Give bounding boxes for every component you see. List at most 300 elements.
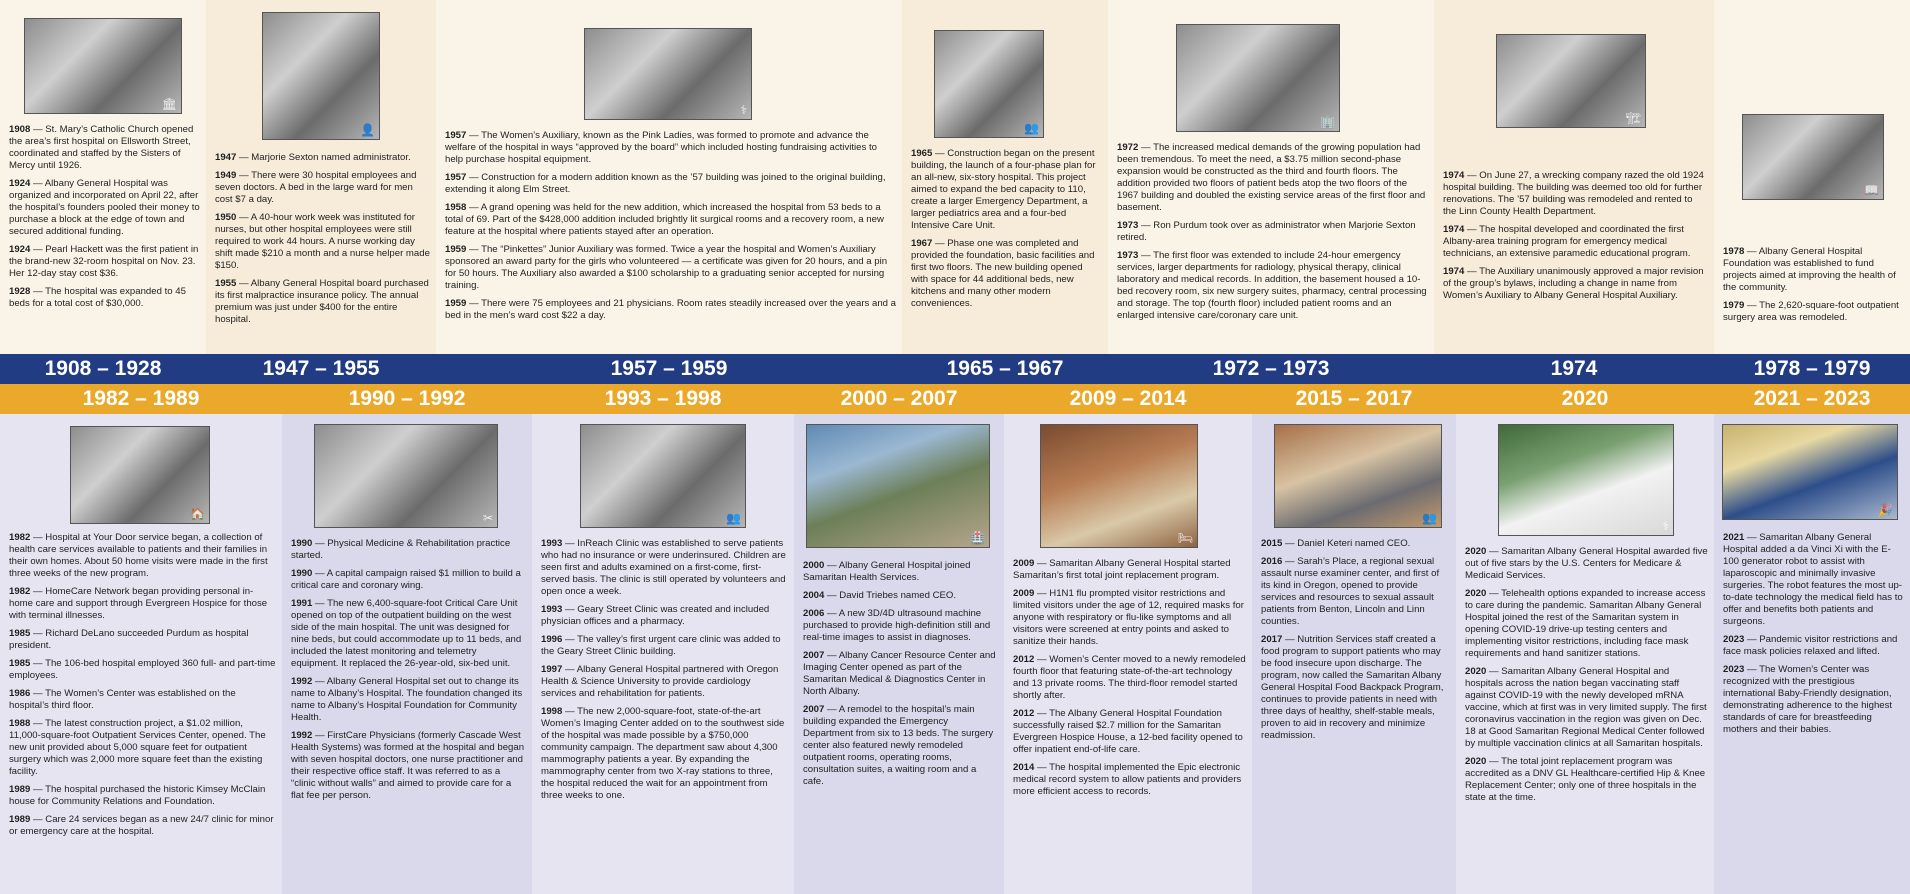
entry-year: 1949 xyxy=(215,170,237,181)
entry-text: The total joint replacement program was accredited as a DNV GL Healthcare-certified Hip & Knee Replacement Center; only one of three hospitals in the state at the time. xyxy=(1465,756,1706,803)
entry-separator: — xyxy=(562,664,577,675)
entry-text: There were 30 hospital employees and seven doctors. A bed in the large ward for men cost $7 a day. xyxy=(215,170,417,205)
entry-separator: — xyxy=(236,278,251,289)
timeline-entry xyxy=(215,152,430,164)
entry-text: The latest construction project, a $1.02 million, 11,000-square-foot Outpatient Services Center, opened. The new unit provided about 5,000 square feet for outpatient surgery which was 2,000 more square feet than the existing facility. xyxy=(9,718,266,777)
timeline-entry xyxy=(1443,170,1708,218)
entry-separator: — xyxy=(932,148,948,159)
year-range-label: 1965 – 1967 xyxy=(946,357,1064,380)
top-year-band xyxy=(0,354,1910,384)
timeline-entry xyxy=(9,124,200,172)
entry-separator: — xyxy=(1486,666,1502,677)
entry-text: The Women’s Center was recognized with the prestigious international Baby-Friendly designation, demonstrating adherence to the highest standards of care for breastfeeding mothers and their babies. xyxy=(1723,664,1893,735)
entry-separator: — xyxy=(1034,588,1050,599)
timeline-entry xyxy=(911,148,1102,232)
entry-text: Albany General Hospital joined Samaritan Health Services. xyxy=(803,560,971,583)
entry-year: 1985 xyxy=(9,628,31,639)
entry-separator: — xyxy=(312,538,328,549)
entry-separator: — xyxy=(30,178,45,189)
entry-text: Samaritan Albany General Hospital awarded five out of five stars by the U.S. Centers for Medicare & Medicaid Services. xyxy=(1465,546,1708,581)
timeline-entry xyxy=(1013,654,1246,702)
staff-group-photo xyxy=(580,424,746,528)
timeline-entry xyxy=(291,730,526,802)
timeline-top-area xyxy=(0,0,1910,354)
entry-year: 1947 xyxy=(215,152,237,163)
entry-text: Construction for a modern addition known as the ’57 building was joined to the original building, extending it along Elm Street. xyxy=(445,172,886,195)
bottom-column-1 xyxy=(282,414,532,894)
entry-separator: — xyxy=(466,244,482,255)
entry-year: 1979 xyxy=(1723,300,1745,311)
timeline-entry xyxy=(445,298,896,322)
timeline-entry xyxy=(1465,666,1708,750)
entry-year: 1989 xyxy=(9,784,31,795)
entry-year: 1982 xyxy=(9,532,31,543)
bottom-column-3 xyxy=(794,414,1004,894)
entry-text: The Women’s Auxiliary, known as the Pink Ladies, was formed to promote and advance the welfare of the hospital in ways “approved by the board” which included hosting fundraising activities to help purchase hospital equipment. xyxy=(445,130,877,165)
surgeons-portrait-icon: ⚕ xyxy=(1662,519,1669,533)
home-care-visit-photo xyxy=(70,426,210,524)
entry-text: Albany General Hospital Foundation was established to fund projects aimed at improving the health of the community. xyxy=(1723,246,1896,293)
entry-year: 1998 xyxy=(541,706,563,717)
entry-list xyxy=(1117,142,1428,328)
entry-separator: — xyxy=(1138,142,1154,153)
entry-year: 2004 xyxy=(803,590,825,601)
cancer-center-building-icon: 🏥 xyxy=(970,531,985,545)
year-range-label: 1957 – 1959 xyxy=(610,357,728,380)
entry-text: Pearl Hackett was the first patient in the brand-new 32-room hospital on Nov. 23. Her 12-day stay cost $36. xyxy=(9,244,199,279)
entry-separator: — xyxy=(562,634,578,645)
entry-text: The new 6,400-square-foot Critical Care Unit opened on top of the outpatient building on the west side of the main hospital. The unit was designed for nine beds, but could accommodate up to 11 beds, and included the latest monitoring and telemetry equipment. It replaced the 26-year-old, six-bed unit. xyxy=(291,598,522,669)
entry-separator: — xyxy=(236,212,251,223)
entry-list xyxy=(1465,546,1708,810)
entry-year: 1967 xyxy=(911,238,933,249)
entry-separator: — xyxy=(932,238,948,249)
timeline-entry xyxy=(541,604,788,628)
entry-separator: — xyxy=(1034,558,1050,569)
entry-year: 1989 xyxy=(9,814,31,825)
year-range-label: 1972 – 1973 xyxy=(1212,357,1330,380)
entry-separator: — xyxy=(562,538,578,549)
year-range-label: 2020 xyxy=(1561,387,1609,410)
entry-text: The 2,620-square-foot outpatient surgery area was remodeled. xyxy=(1723,300,1899,323)
entry-year: 1950 xyxy=(215,212,237,223)
entry-text: Phase one was completed and provided the foundation, basic facilities and first two floors. The new building opened with space for 44 additional beds, new kitchens and many other modern conveniences. xyxy=(911,238,1095,309)
entry-year: 1991 xyxy=(291,598,313,609)
timeline-entry xyxy=(215,212,430,272)
entry-list xyxy=(445,130,896,328)
timeline-entry xyxy=(1013,588,1246,648)
year-range-label: 1908 – 1928 xyxy=(44,357,162,380)
entry-year: 2007 xyxy=(803,650,825,661)
entry-text: A new 3D/4D ultrasound machine purchased to provide high-definition still and real-time images to assist in diagnoses. xyxy=(803,608,991,643)
timeline-entry xyxy=(9,628,276,652)
entry-separator: — xyxy=(466,172,482,183)
timeline-entry xyxy=(291,676,526,724)
timeline-entry xyxy=(803,608,998,644)
entry-year: 2015 xyxy=(1261,538,1283,549)
entry-separator: — xyxy=(30,688,46,699)
entry-separator: — xyxy=(466,130,482,141)
entry-text: The “Pinkettes” Junior Auxiliary was formed. Twice a year the hospital and Women’s Auxiliary sponsored an award party for the girls who volunteered — a certificate was given for 20 hours, and a pin for 50 hours. The Auxiliary also awarded a $100 scholarship to a graduating senior accepted for nursing training. xyxy=(445,244,888,291)
entry-year: 2009 xyxy=(1013,558,1035,569)
timeline-entry xyxy=(215,170,430,206)
timeline-entry xyxy=(1465,588,1708,660)
entry-year: 2014 xyxy=(1013,762,1035,773)
nurse-portrait-icon: 👤 xyxy=(360,123,375,137)
entry-separator: — xyxy=(1744,300,1760,311)
entry-text: Albany General Hospital board purchased its first malpractice insurance policy. The annual premium was just under $400 for the entire hospital. xyxy=(215,278,429,325)
entry-separator: — xyxy=(1464,170,1480,181)
entry-list xyxy=(1013,558,1246,804)
timeline-entry xyxy=(803,704,998,788)
entry-text: H1N1 flu prompted visitor restrictions and limited visitors under the age of 12, required masks for anyone with respiratory or flu-like symptoms and all visitors were screened at entry points and asked to sanitize their hands. xyxy=(1013,588,1244,647)
entry-separator: — xyxy=(1486,756,1502,767)
timeline-entry xyxy=(803,650,998,698)
entry-year: 2020 xyxy=(1465,756,1487,767)
timeline-entry xyxy=(1013,558,1246,582)
timeline-bottom-area xyxy=(0,414,1910,894)
timeline-entry xyxy=(1117,250,1428,322)
entry-separator: — xyxy=(312,568,327,579)
entry-year: 1973 xyxy=(1117,220,1139,231)
entry-separator: — xyxy=(824,650,839,661)
entry-year: 1959 xyxy=(445,244,467,255)
timeline-entry xyxy=(803,560,998,584)
entry-separator: — xyxy=(30,628,46,639)
entry-text: A capital campaign raised $1 million to build a critical care and coronary wing. xyxy=(291,568,521,591)
entry-year: 2000 xyxy=(803,560,825,571)
timeline-entry xyxy=(1013,708,1246,756)
timeline-entry xyxy=(1261,538,1450,550)
hospital-building-icon: 🏛 xyxy=(161,97,177,111)
entry-separator: — xyxy=(30,586,46,597)
entry-text: Albany General Hospital was organized and incorporated on April 22, after the hospital’s founders pooled their money to purchase a block at the edge of town and secured additional funding. xyxy=(9,178,200,237)
timeline-entry xyxy=(1117,220,1428,244)
timeline-entry xyxy=(541,538,788,598)
entry-separator: — xyxy=(824,704,839,715)
entry-year: 1965 xyxy=(911,148,933,159)
entry-text: The hospital developed and coordinated the first Albany-area training program for emergency medical technicians, an extensive paramedic educational program. xyxy=(1443,224,1691,259)
timeline-entry xyxy=(541,634,788,658)
home-care-visit-icon: 🏠 xyxy=(190,507,205,521)
timeline-entry xyxy=(9,688,276,712)
entry-separator: — xyxy=(1282,634,1298,645)
entry-year: 1997 xyxy=(541,664,563,675)
timeline-entry xyxy=(1261,634,1450,742)
entry-year: 1973 xyxy=(1117,250,1139,261)
entry-text: Hospital at Your Door service began, a collection of health care services available to patients and their families in their own homes. About 50 home visits were made in the first three weeks of the new program. xyxy=(9,532,268,579)
entry-year: 1908 xyxy=(9,124,31,135)
entry-separator: — xyxy=(30,658,46,669)
timeline-entry xyxy=(1723,246,1904,294)
entry-year: 1982 xyxy=(9,586,31,597)
timeline-entry xyxy=(291,538,526,562)
entry-separator: — xyxy=(1486,588,1502,599)
year-range-label: 1978 – 1979 xyxy=(1753,357,1871,380)
bottom-column-0 xyxy=(0,414,282,894)
entry-text: The Auxiliary unanimously approved a major revision of the group’s bylaws, including a change in name from Women’s Auxiliary to Albany General Hospital Auxiliary. xyxy=(1443,266,1704,301)
entry-separator: — xyxy=(466,202,481,213)
entry-year: 1993 xyxy=(541,538,563,549)
entry-list xyxy=(911,148,1102,316)
top-column-0 xyxy=(0,0,206,354)
entry-year: 1958 xyxy=(445,202,467,213)
entry-list xyxy=(1723,246,1904,330)
entry-separator: — xyxy=(1744,246,1759,257)
timeline-entry xyxy=(1723,634,1904,658)
entry-text: A 40-hour work week was instituted for nurses, but other hospital employees were still required to work 44 hours. A nurse working day shift made $210 a month and a nurse helper made $150. xyxy=(215,212,430,271)
entry-year: 1974 xyxy=(1443,224,1465,235)
entry-separator: — xyxy=(824,590,840,601)
entry-text: Geary Street Clinic was created and included physician offices and a pharmacy. xyxy=(541,604,770,627)
entry-year: 2023 xyxy=(1723,634,1745,645)
timeline-entry xyxy=(9,178,200,238)
bottom-column-2 xyxy=(532,414,794,894)
entry-year: 1959 xyxy=(445,298,467,309)
entry-year: 1990 xyxy=(291,568,313,579)
entry-text: Marjorie Sexton named administrator. xyxy=(251,152,411,163)
entry-separator: — xyxy=(1138,220,1154,231)
entry-text: The increased medical demands of the growing population had been tremendous. To meet the need, a $3.75 million second-phase expansion would be constructed as the third and fourth floors. The addition provided two floors of patient beds atop the two floors of the 1967 building and doubled the existing service areas of the first floor and basement. xyxy=(1117,142,1426,213)
patient-room-icon: 🛏 xyxy=(1177,531,1193,545)
year-range-label: 1993 – 1998 xyxy=(604,387,722,410)
timeline-entry xyxy=(9,718,276,778)
timeline-entry xyxy=(1723,664,1904,736)
timeline-entry xyxy=(445,244,896,292)
entry-separator: — xyxy=(30,286,46,297)
entry-separator: — xyxy=(824,560,839,571)
top-column-4 xyxy=(1108,0,1434,354)
timeline-entry xyxy=(9,286,200,310)
entry-list xyxy=(9,532,276,844)
entry-year: 1978 xyxy=(1723,246,1745,257)
entry-text: The new 2,000-square-foot, state-of-the-art Women’s Imaging Center added on to the southwest side of the hospital was made possible by a $750,000 community campaign. The department saw about 4,300 mammography patients a year. By expanding the mammography center from two X-ray stations to three, the hospital reduced the wait for an appointment from three weeks to one. xyxy=(541,706,785,801)
entry-separator: — xyxy=(30,718,46,729)
entry-year: 1974 xyxy=(1443,266,1465,277)
nurses-reading-photo xyxy=(1742,114,1884,200)
timeline-entry xyxy=(9,784,276,808)
timeline-entry xyxy=(9,658,276,682)
entry-separator: — xyxy=(30,124,46,135)
robot-celebration-icon: 🎉 xyxy=(1878,503,1893,517)
timeline-entry xyxy=(215,278,430,326)
hospital-building-photo xyxy=(24,18,182,114)
entry-separator: — xyxy=(30,784,46,795)
entry-list xyxy=(1723,532,1904,742)
entry-text: Albany General Hospital set out to change its name to Albany’s Hospital. The foundation changed its name to Albany’s Hospital Foundation for Community Health. xyxy=(291,676,523,723)
entry-year: 1990 xyxy=(291,538,313,549)
entry-separator: — xyxy=(1744,532,1760,543)
entry-separator: — xyxy=(466,298,482,309)
entry-separator: — xyxy=(1464,266,1480,277)
timeline-entry xyxy=(1723,532,1904,628)
entry-year: 1992 xyxy=(291,676,313,687)
bottom-column-5 xyxy=(1252,414,1456,894)
sarahs-place-group-photo xyxy=(1274,424,1442,528)
entry-text: InReach Clinic was established to serve patients who had no insurance or were underinsured. Children are seen first and adults examined on a first-come, first-served basis. The clinic is still operated by volunteers and open once a week. xyxy=(541,538,786,597)
top-column-3 xyxy=(902,0,1108,354)
top-column-1 xyxy=(206,0,436,354)
operating-room-icon: ⚕ xyxy=(740,103,747,117)
entry-text: The hospital purchased the historic Kimsey McClain house for Community Relations and Foundation. xyxy=(9,784,266,807)
ribbon-cutting-photo xyxy=(314,424,498,528)
top-column-2 xyxy=(436,0,902,354)
entry-year: 1924 xyxy=(9,244,31,255)
entry-separator: — xyxy=(562,604,578,615)
timeline-entry xyxy=(445,172,896,196)
entry-text: FirstCare Physicians (formerly Cascade West Health Systems) was formed at the hospital and began with seven hospital doctors, one nurse practitioner and their respective office staff. It was referred to as a “clinic without walls” and aimed to provide care for a flat fee per person. xyxy=(291,730,525,801)
nurse-portrait-photo xyxy=(262,12,380,140)
entry-text: St. Mary’s Catholic Church opened the area’s first hospital on Ellsworth Street, coordinated and staffed by the Sisters of Mercy until 1926. xyxy=(9,124,194,171)
entry-separator: — xyxy=(1282,538,1298,549)
entry-separator: — xyxy=(236,152,252,163)
entry-text: Samaritan Albany General Hospital added a da Vinci Xi with the E-100 generator robot to assist with laparoscopic and minimally invasive surgeries. The robot features the most up-to-date technology the medical field has to offer and benefits both patients and surgeons. xyxy=(1723,532,1903,627)
entry-separator: — xyxy=(312,676,327,687)
hospital-model-icon: 🏢 xyxy=(1320,115,1335,129)
entry-year: 2020 xyxy=(1465,588,1487,599)
hospital-model-photo xyxy=(1176,24,1340,132)
timeline-entry xyxy=(541,706,788,802)
staff-group-icon: 👥 xyxy=(726,511,741,525)
timeline-entry xyxy=(445,130,896,166)
entry-separator: — xyxy=(1034,708,1050,719)
bottom-column-7 xyxy=(1714,414,1910,894)
entry-year: 1986 xyxy=(9,688,31,699)
entry-list xyxy=(9,124,200,316)
entry-text: Telehealth options expanded to increase access to care during the pandemic. Samaritan Albany General Hospital joined the rest of the Samaritan system in opening COVID-19 drive-up testing centers and implementing visitor restrictions, including face mask requirements and hand sanitizer stations. xyxy=(1465,588,1706,659)
entry-separator: — xyxy=(1486,546,1502,557)
entry-year: 2007 xyxy=(803,704,825,715)
entry-text: Richard DeLano succeeded Purdum as hospital president. xyxy=(9,628,249,651)
entry-text: Samaritan Albany General Hospital and hospitals across the nation began vaccinating staff against COVID-19 with the newly developed mRNA vaccine, which at first was in very limited supply. The first coronavirus vaccination in the region was given on Dec. 18 at Good Samaritan Regional Medical Center followed by multiple vaccination clinics at all Samaritan hospitals. xyxy=(1465,666,1707,749)
entry-separator: — xyxy=(312,730,328,741)
timeline-entry xyxy=(1013,762,1246,798)
timeline-entry xyxy=(9,532,276,580)
entry-text: Nutrition Services staff created a food program to support patients who may be food insecure upon discharge. The program, now called the Samaritan Albany General Hospital Food Backpack Program, continues to provide patients in need with three days of healthy, shelf-stable meals, proven to aid in recovery and minimize readmission. xyxy=(1261,634,1444,741)
entry-text: The hospital was expanded to 45 beds for a total cost of $30,000. xyxy=(9,286,186,309)
entry-year: 1957 xyxy=(445,172,467,183)
entry-year: 2012 xyxy=(1013,654,1035,665)
timeline-entry xyxy=(1465,756,1708,804)
groundbreaking-group-icon: 👥 xyxy=(1024,121,1039,135)
year-range-label: 2021 – 2023 xyxy=(1753,387,1871,410)
entry-text: Albany General Hospital partnered with Oregon Health & Science University to provide cardiology services and rehabilitation for patients. xyxy=(541,664,779,699)
bottom-year-band xyxy=(0,384,1910,414)
entry-separator: — xyxy=(30,532,46,543)
entry-text: Women’s Center moved to a newly remodeled fourth floor that featuring state-of-the-art technology and 13 private rooms. The third-floor remodel started shortly after. xyxy=(1013,654,1246,701)
entry-year: 2020 xyxy=(1465,666,1487,677)
entry-text: The first floor was extended to include 24-hour emergency services, larger departments for radiology, physical therapy, clinical laboratory and medical records. In addition, the basement housed a 10-bed recovery room, six new surgery suites, pharmacy, central processing and storage. The top (fourth floor) included patient rooms and an enlarged intensive care/coronary care unit. xyxy=(1117,250,1427,321)
entry-list xyxy=(1443,170,1708,308)
entry-separator: — xyxy=(1034,654,1050,665)
year-range-label: 1947 – 1955 xyxy=(262,357,380,380)
timeline-entry xyxy=(1261,556,1450,628)
entry-text: Care 24 services began as a new 24/7 clinic for minor or emergency care at the hospital. xyxy=(9,814,274,837)
timeline-entry xyxy=(1117,142,1428,214)
entry-year: 2016 xyxy=(1261,556,1283,567)
year-range-label: 1974 xyxy=(1550,357,1598,380)
year-range-label: 1990 – 1992 xyxy=(348,387,466,410)
entry-text: Samaritan Albany General Hospital started Samaritan’s first total joint replacement program. xyxy=(1013,558,1231,581)
timeline-entry xyxy=(291,598,526,670)
entry-separator: — xyxy=(1138,250,1154,261)
entry-year: 2009 xyxy=(1013,588,1035,599)
timeline-entry xyxy=(9,586,276,622)
entry-text: The 106-bed hospital employed 360 full- and part-time employees. xyxy=(9,658,276,681)
entry-separator: — xyxy=(236,170,252,181)
entry-year: 1955 xyxy=(215,278,237,289)
entry-list xyxy=(541,538,788,808)
groundbreaking-group-photo xyxy=(934,30,1044,138)
timeline-entry xyxy=(9,814,276,838)
year-range-label: 2009 – 2014 xyxy=(1069,387,1187,410)
entry-text: Ron Purdum took over as administrator when Marjorie Sexton retired. xyxy=(1117,220,1416,243)
entry-year: 1985 xyxy=(9,658,31,669)
nurses-reading-icon: 📖 xyxy=(1864,183,1879,197)
entry-year: 2006 xyxy=(803,608,825,619)
entry-list xyxy=(1261,538,1450,748)
entry-year: 1988 xyxy=(9,718,31,729)
year-range-label: 2015 – 2017 xyxy=(1295,387,1413,410)
entry-year: 1996 xyxy=(541,634,563,645)
entry-year: 2012 xyxy=(1013,708,1035,719)
sarahs-place-group-icon: 👥 xyxy=(1422,511,1437,525)
entry-list xyxy=(291,538,526,808)
entry-separator: — xyxy=(562,706,578,717)
entry-separator: — xyxy=(312,598,328,609)
year-range-label: 2000 – 2007 xyxy=(840,387,958,410)
entry-year: 1924 xyxy=(9,178,31,189)
timeline-entry xyxy=(1443,266,1708,302)
bottom-column-6 xyxy=(1456,414,1714,894)
robot-celebration-photo xyxy=(1722,424,1898,520)
entry-text: The valley’s first urgent care clinic was added to the Geary Street Clinic building. xyxy=(541,634,781,657)
entry-text: The Albany General Hospital Foundation successfully raised $2.7 million for the Samaritan Evergreen Hospice House, a 12-bed facility opened to offer inpatient end-of-life care. xyxy=(1013,708,1243,755)
entry-text: Pandemic visitor restrictions and face mask policies relaxed and lifted. xyxy=(1723,634,1898,657)
bottom-column-4 xyxy=(1004,414,1252,894)
entry-separator: — xyxy=(1034,762,1050,773)
year-range-label: 1982 – 1989 xyxy=(82,387,200,410)
entry-separator: — xyxy=(1464,224,1480,235)
top-column-6 xyxy=(1714,0,1910,354)
entry-year: 1974 xyxy=(1443,170,1465,181)
timeline-entry xyxy=(911,238,1102,310)
entry-text: David Triebes named CEO. xyxy=(839,590,957,601)
entry-text: On June 27, a wrecking company razed the old 1924 hospital building. The building was deemed too old for further renovations. The ’57 building was remodeled and rented to the Linn County Health Department. xyxy=(1443,170,1704,217)
timeline-entry xyxy=(803,590,998,602)
entry-text: Albany Cancer Resource Center and Imaging Center opened as part of the Samaritan Medical & Diagnostics Center in North Albany. xyxy=(803,650,996,697)
entry-year: 1928 xyxy=(9,286,31,297)
entry-separator: — xyxy=(1744,664,1760,675)
entry-text: Physical Medicine & Rehabilitation practice started. xyxy=(291,538,511,561)
entry-year: 2023 xyxy=(1723,664,1745,675)
entry-separator: — xyxy=(1282,556,1298,567)
entry-list xyxy=(215,152,430,332)
timeline-entry xyxy=(445,202,896,238)
entry-year: 2021 xyxy=(1723,532,1745,543)
entry-separator: — xyxy=(30,814,46,825)
demolition-photo xyxy=(1496,34,1646,128)
entry-text: The hospital implemented the Epic electronic medical record system to allow patients and providers more efficient access to records. xyxy=(1013,762,1242,797)
entry-year: 1957 xyxy=(445,130,467,141)
entry-text: Sarah’s Place, a regional sexual assault nurse examiner center, and first of its kind in Oregon, opened to provide services and resources to sexual assault patients from Benton, Lincoln and Linn counties. xyxy=(1261,556,1440,627)
timeline-entry xyxy=(1723,300,1904,324)
entry-text: A grand opening was held for the new addition, which increased the hospital from 53 beds to a total of 69. Part of the $428,000 addition included brightly lit surgical rooms and a recovery room, a new feature at the hospital where patients stayed after an operation. xyxy=(445,202,884,237)
entry-year: 1972 xyxy=(1117,142,1139,153)
timeline-entry xyxy=(291,568,526,592)
timeline-entry xyxy=(541,664,788,700)
entry-list xyxy=(803,560,998,794)
